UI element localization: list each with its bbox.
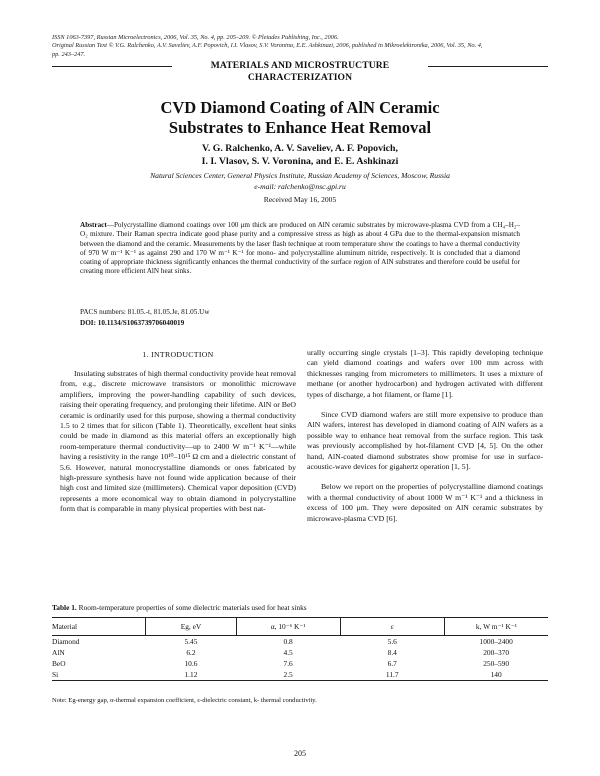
- table-cell: AlN: [52, 648, 65, 657]
- paragraph: Since CVD diamond wafers are still more expensive to produce than AlN wafers, interest has developed in diamond coating of AlN wafers as a possible way to enhance heat removal from the surface region. This task was previously accomplished by hot-filament CVD [4, 5]. On the other hand, AlN-coated diamond substrates show promise for use in surface-acoustic-wave devices for gigahertz operation [1, 5].: [307, 410, 543, 472]
- table-cell: 200–370: [483, 648, 510, 657]
- column-header: ε: [340, 618, 444, 636]
- abstract-text: —Polycrystalline diamond coatings over 100 μm thick are produced on AlN ceramic substrates by microwave-plasma CVD from a CH₄–H₂–O₂ mixture. Their Raman spectra indicate good phase purity and a compressive stress as high as about 4 GPa due to the thermal-expansion mismatch between the diamond and the ceramic. Measurements by the laser flash technique at room temperature show the coatings to have a thermal conductivity of 970 W m⁻¹ K⁻¹ as against 290 and 170 W m⁻¹ K⁻¹ for mono- and polycrystalline aluminum nitride, respectively. It is concluded that a diamond coating of appropriate thickness significantly enhances the thermal conductivity of the surface region of AlN substrates and therefore could be useful for creating more efficient AlN heat sinks.: [80, 221, 520, 276]
- table-cell: 2.5: [236, 669, 340, 681]
- table-caption-text: Room-temperature properties of some dielectric materials used for heat sinks: [78, 603, 307, 612]
- email-line: e-mail: ralchenko@nsc.gpi.ru: [254, 181, 346, 191]
- table-cell: 5.6: [387, 637, 397, 646]
- table-cell: 4.5: [283, 648, 293, 657]
- journal-header-line: Original Russian Text © V.G. Ralchenko, A.V. Saveliev, A.F. Popovich, I.I. Vlasov, S.V. Voronina, E.E. Ashkinazi, 2006, published in Mikroelektronika, 2006, Vol. 35, No. 4,: [52, 42, 483, 50]
- right-column: [307, 348, 543, 524]
- table-row: [52, 647, 548, 658]
- journal-header-line: ISSN 1063-7397, Russian Microelectronics, 2006, Vol. 35, No. 4, pp. 205–209. © Pleiades Publishing, Inc., 2006.: [52, 34, 339, 41]
- table-cell: 10.6: [184, 659, 198, 668]
- table-cell: 5.45: [184, 637, 198, 646]
- left-column: [60, 369, 296, 515]
- table-caption-label: Table 1.: [52, 603, 77, 612]
- table-cell: 1000–2400: [479, 637, 513, 646]
- intro-heading: 1. INTRODUCTION: [142, 350, 214, 359]
- table-cell: 1.12: [146, 669, 236, 681]
- table-note: Note: Eg-energy gap, α-thermal expansion coefficient, ε-dielectric constant, k- thermal conductivity.: [52, 697, 317, 704]
- table-row: [52, 636, 548, 648]
- affiliation-line: Natural Sciences Center, General Physics Institute, Russian Academy of Sciences, Moscow, Russia: [150, 171, 450, 180]
- abstract-label: Abstract: [80, 221, 107, 229]
- journal-header: [52, 34, 548, 59]
- author-list: [52, 142, 548, 168]
- divider: [428, 66, 548, 67]
- column-header: Material: [52, 618, 146, 636]
- properties-table: [52, 617, 548, 681]
- paper-title-line: CVD Diamond Coating of AlN Ceramic: [160, 98, 440, 117]
- doi: DOI: 10.1134/S1063739706040019: [80, 319, 185, 327]
- paper-title: [52, 98, 548, 138]
- journal-header-line: pp. 243–247.: [52, 50, 86, 58]
- affiliation: [52, 171, 548, 192]
- section-heading-line: MATERIALS AND MICROSTRUCTURE: [210, 60, 390, 71]
- received-date: Received May 16, 2005: [263, 195, 337, 204]
- table-header-row: [52, 618, 548, 636]
- table-cell: 0.8: [283, 637, 293, 646]
- section-heading-line: CHARACTERIZATION: [247, 71, 353, 83]
- author-line: I. I. Vlasov, S. V. Voronina, and E. E. Ashkinazi: [201, 156, 399, 167]
- column-header: Eg, eV: [146, 618, 236, 636]
- paper-title-line: Substrates to Enhance Heat Removal: [168, 118, 432, 137]
- paragraph: Below we report on the properties of polycrystalline diamond coatings with a thermal conductivity of about 1000 W m⁻¹ K⁻¹ and a thickness in excess of 100 μm. They were deposited on AlN ceramic substrates by microwave-plasma CVD [6].: [307, 482, 543, 523]
- author-line: V. G. Ralchenko, A. V. Saveliev, A. F. Popovich,: [202, 143, 398, 154]
- table-cell: 250–590: [483, 659, 510, 668]
- table-cell: 8.4: [387, 648, 397, 657]
- table-row: [52, 658, 548, 669]
- table-cell: 140: [444, 669, 548, 681]
- table-caption: [52, 603, 307, 612]
- section-heading: [52, 60, 548, 83]
- pacs-numbers: PACS numbers: 81.05.-t, 81.05.Je, 81.05.Uw: [80, 308, 210, 316]
- table-cell: BeO: [52, 659, 66, 668]
- table-cell: 11.7: [340, 669, 444, 681]
- paragraph: urally occurring single crystals [1–3]. This rapidly developing technique can yield diamond coatings and wafers over 100 mm across with thicknesses ranging from micrometers to millimeters. It uses a mixture of methane (or another hydrocarbon) and hydrogen activated with different types of discharge, a hot filament, or flame [1].: [307, 348, 543, 399]
- column-header: k, W m⁻¹ K⁻¹: [444, 618, 548, 636]
- table-cell: 7.6: [283, 659, 293, 668]
- table-row: [52, 669, 548, 681]
- table-cell: 6.7: [387, 659, 397, 668]
- divider: [52, 66, 172, 67]
- table-cell: 6.2: [186, 648, 196, 657]
- abstract: [80, 221, 520, 277]
- table-cell: Si: [52, 669, 146, 681]
- paragraph: Insulating substrates of high thermal conductivity provide heat removal from, e.g., discrete microwave transistors or monolithic microwave amplifiers, improving the power-handling capability of such devices, raising their operating frequency, and prolonging their lifetime. AlN or BeO ceramic is ordinarily used for this purpose, showing a thermal conductivity 1.5 to 2 times that for silicon (Table 1). Theoretically, excellent heat sinks could be made in diamond as this material offers an exceptionally high room-temperature thermal conductivity—up to 2400 W m⁻¹ K⁻¹—while having a resistivity in the range 10¹⁰–10¹⁵ Ω cm and a dielectric constant of 5.6. However, natural monocrystalline diamonds or ones fabricated by high-pressure synthesis have not found wide application because of their high cost and limited size (millimeters). Chemical vapor deposition (CVD) represents a more economical way to obtain diamond in polycrystalline form that is comparable in many physical properties with best nat-: [60, 369, 296, 514]
- table-cell: Diamond: [52, 637, 80, 646]
- column-header: α, 10⁻⁶ K⁻¹: [236, 618, 340, 636]
- page-number: 205: [294, 749, 306, 758]
